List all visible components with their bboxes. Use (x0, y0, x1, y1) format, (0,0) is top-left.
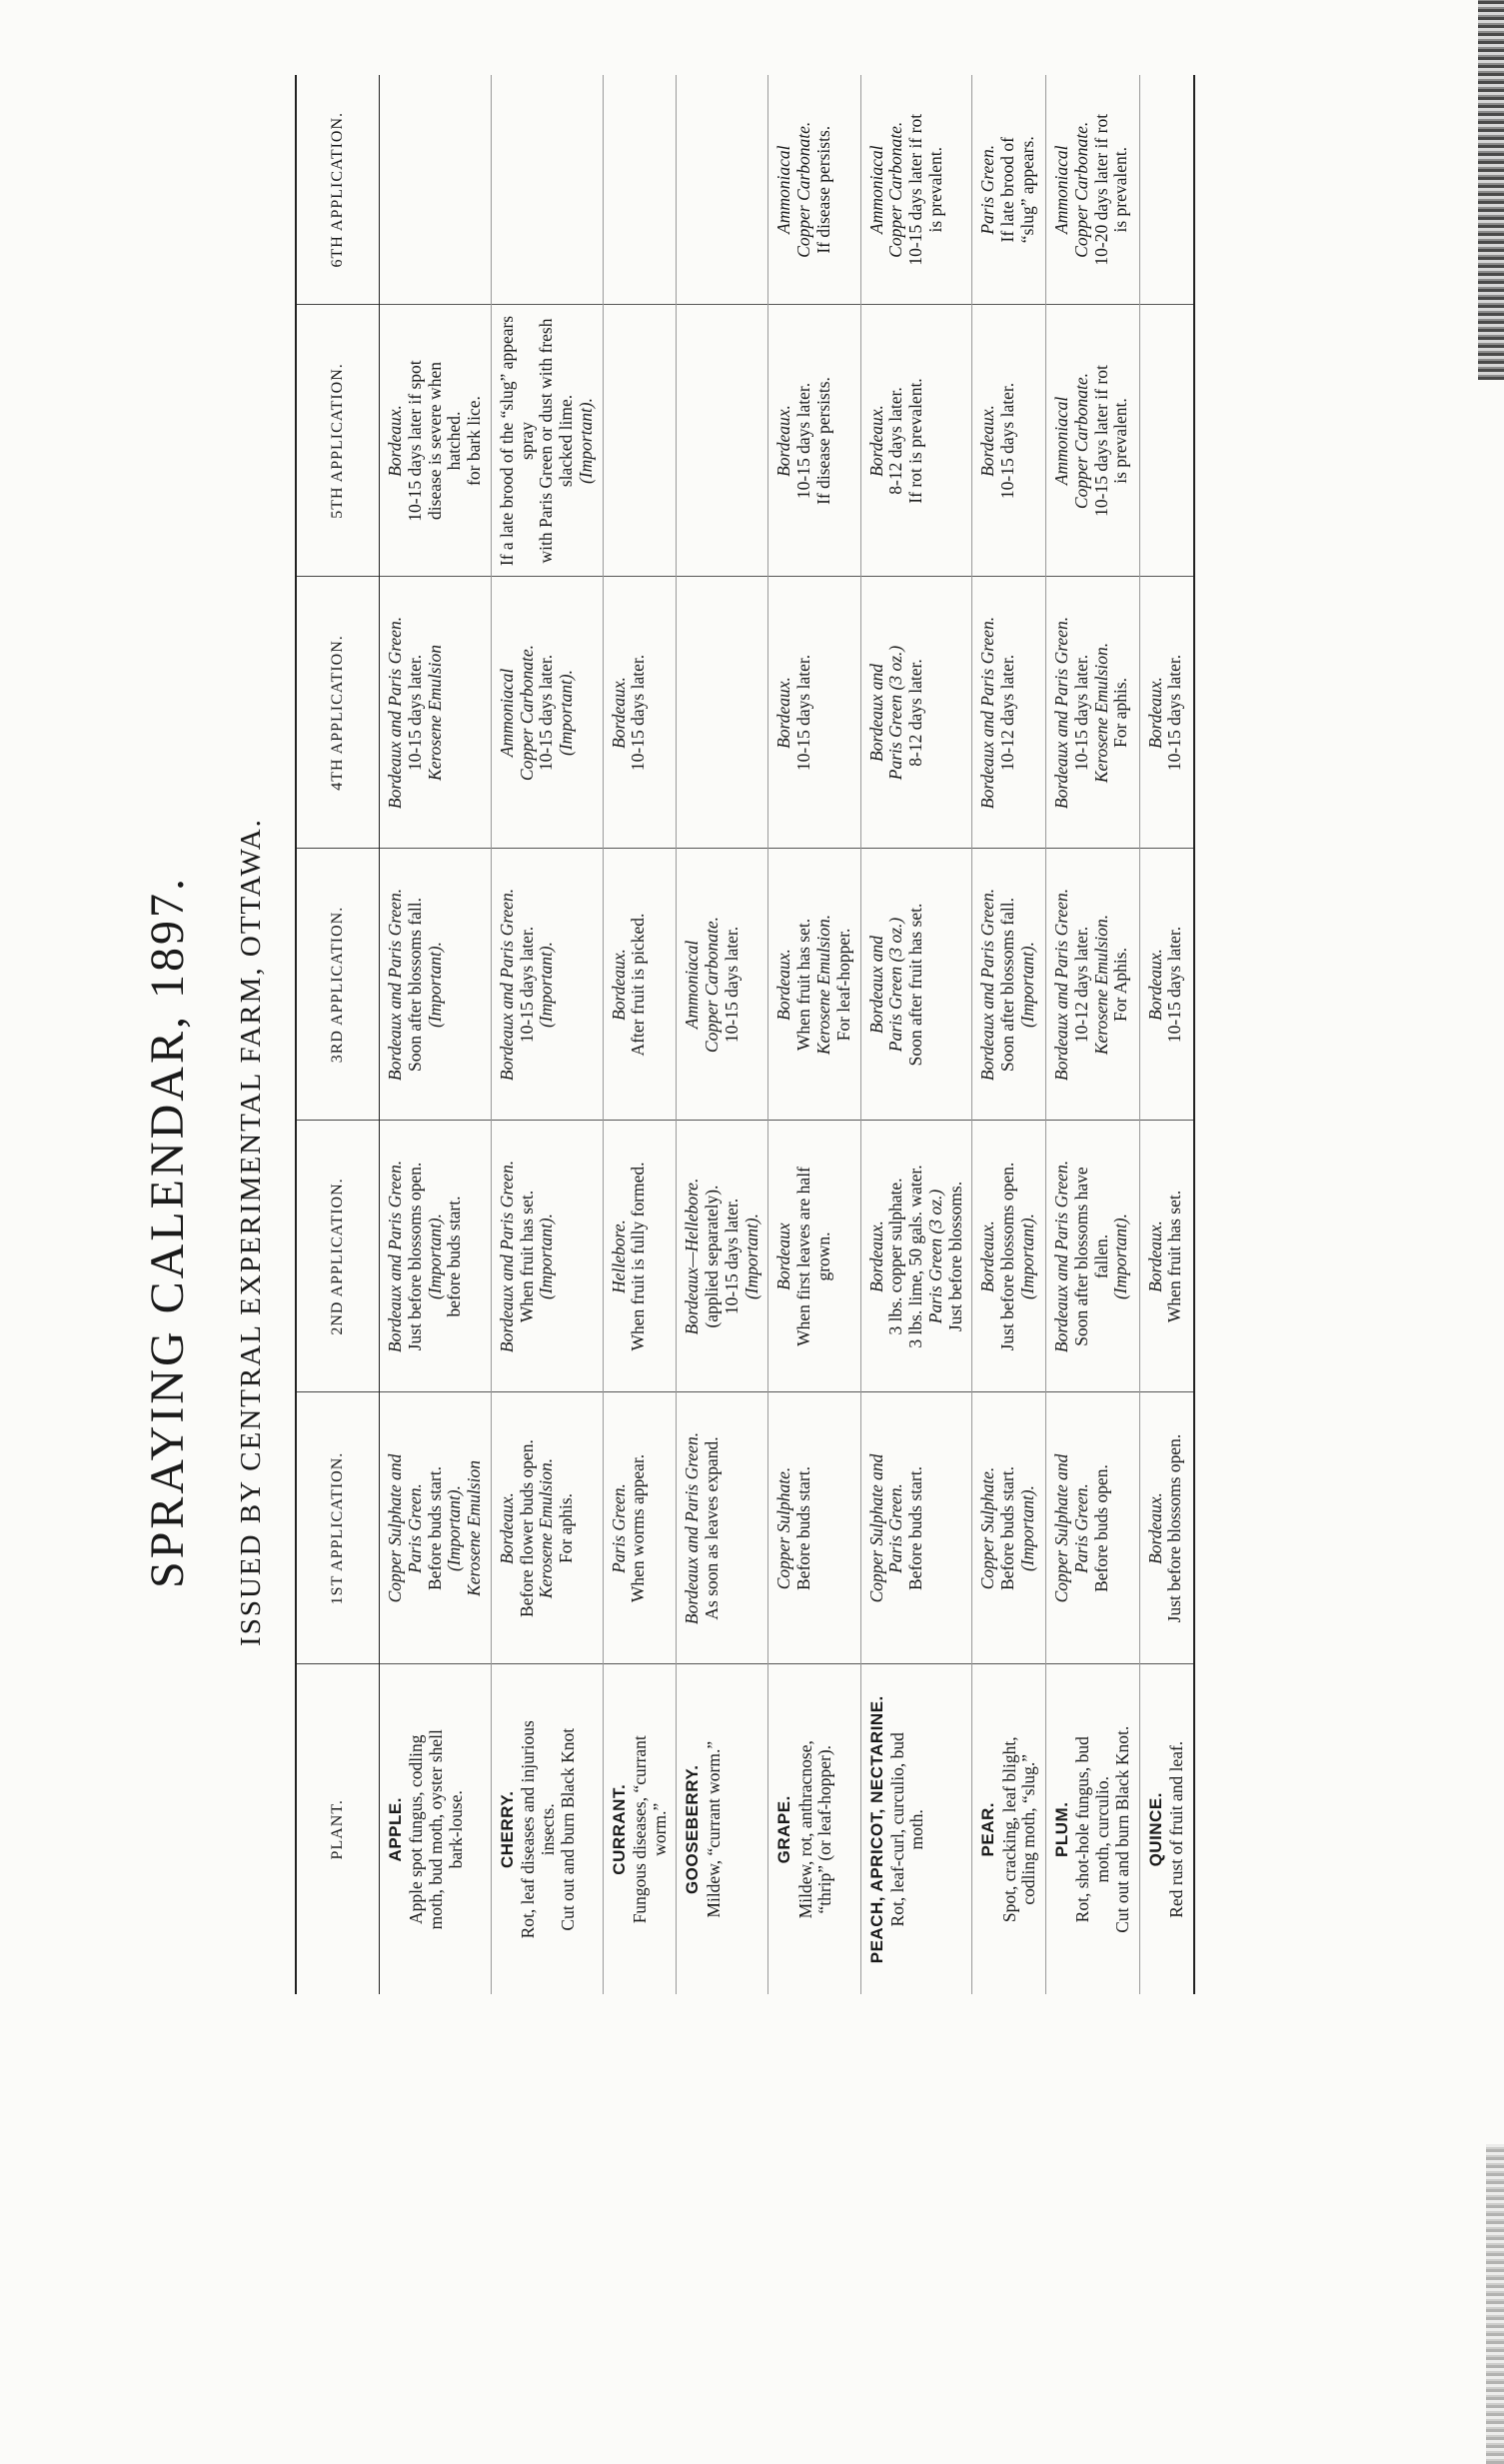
plant-cell (603, 1664, 677, 1994)
plant-name: PEAR. (978, 1802, 998, 1857)
table-row (380, 75, 492, 1994)
application-line: As soon as leaves expand. (702, 1436, 723, 1620)
application-cell (1046, 1121, 1140, 1392)
application-line: Bordeaux and Paris Green. (682, 1431, 703, 1625)
application-line: 10-15 days later. (628, 654, 649, 772)
plant-cell (491, 1664, 603, 1994)
application-line: Paris Green (3 oz.) (885, 645, 906, 781)
application-line: Bordeaux. (1144, 949, 1165, 1021)
column-header-6th-application: 6TH APPLICATION. (296, 75, 380, 305)
plant-name: PEACH, APRICOT, NECTARINE. (866, 1695, 886, 1964)
column-header-4th-application: 4TH APPLICATION. (296, 577, 380, 849)
application-line: Kerosene Emulsion. (1090, 642, 1111, 784)
application-line: Paris Green. (977, 144, 998, 235)
application-cell (380, 577, 492, 849)
application-line: Bordeaux. (608, 949, 629, 1021)
plant-name: PLUM. (1052, 1801, 1072, 1857)
application-cell (603, 849, 677, 1121)
application-line: Copper Sulphate. (977, 1466, 998, 1590)
column-header-1st-application: 1ST APPLICATION. (296, 1392, 380, 1664)
application-line: 8-12 days later. (885, 387, 906, 495)
application-cell (491, 305, 603, 577)
application-line: If a late brood of the “slug” appears spray (496, 315, 537, 567)
application-line: When fruit has set. (516, 1190, 537, 1323)
application-cell (603, 577, 677, 849)
application-line: (Important). (556, 669, 577, 757)
application-line: grown. (812, 1232, 833, 1281)
application-line: Ammoniacal (1051, 396, 1072, 486)
plant-pest-description: Rot, leaf diseases and injurious (518, 1720, 539, 1939)
plant-name: GOOSEBERRY. (683, 1764, 703, 1895)
plant-pest-description: Mildew, rot, anthracnose, (794, 1740, 815, 1919)
application-line: Bordeaux. (773, 677, 794, 749)
plant-pest-description: moth. (906, 1809, 927, 1850)
application-line: Bordeaux and (865, 936, 886, 1035)
application-line: with Paris Green or dust with fresh (536, 318, 557, 564)
application-cell (1046, 75, 1140, 305)
application-line: (Important). (536, 941, 557, 1029)
application-line: Bordeaux (773, 1223, 794, 1290)
application-line: Paris Green. (608, 1483, 629, 1573)
application-line: 3 lbs. copper sulphate. (885, 1178, 906, 1335)
application-line: Bordeaux and Paris Green. (977, 888, 998, 1082)
application-line: Before buds start. (905, 1466, 926, 1590)
application-cell (860, 75, 972, 305)
application-line: Ammoniacal (682, 940, 703, 1030)
application-cell (1139, 849, 1193, 1121)
application-cell (860, 305, 972, 577)
application-line: When fruit has set. (793, 918, 814, 1052)
plant-pest-description: Rot, leaf-curl, curculio, bud (886, 1732, 907, 1927)
plant-cell (380, 1664, 492, 1994)
application-line: (Important). (1016, 1213, 1037, 1300)
application-line: Ammoniacal (496, 668, 517, 758)
application-line: Before buds start. (793, 1466, 814, 1590)
application-line: Paris Green (3 oz.) (924, 1189, 945, 1324)
application-line: Hellebore. (608, 1220, 629, 1293)
application-cell (491, 75, 603, 305)
application-cell (860, 1392, 972, 1664)
application-line: Soon after blossoms have (1070, 1167, 1091, 1346)
application-line: Bordeaux. (977, 405, 998, 477)
plant-pest-description: insects. (537, 1803, 558, 1856)
application-line: Bordeaux and Paris Green. (977, 616, 998, 810)
plant-cell (1046, 1664, 1140, 1994)
application-cell (768, 1121, 860, 1392)
table-row (972, 75, 1046, 1994)
application-line: Bordeaux and Paris Green. (496, 1160, 517, 1353)
plant-pest-description: Cut out and burn Black Knot (557, 1727, 578, 1931)
application-line: Copper Carbonate. (885, 121, 906, 258)
application-line: For aphis. (556, 1493, 577, 1563)
application-cell (677, 305, 768, 577)
application-line: Bordeaux and Paris Green. (496, 888, 517, 1082)
application-line: 10-15 days later. (516, 926, 537, 1044)
application-line: 10-15 days later. (536, 654, 557, 772)
application-line: is prevalent. (924, 146, 945, 233)
table-row (603, 75, 677, 1994)
application-cell (768, 577, 860, 849)
application-line: When fruit has set. (1164, 1190, 1185, 1323)
application-cell (380, 1392, 492, 1664)
application-cell (768, 75, 860, 305)
plant-pest-description: Mildew, “currant worm.” (703, 1740, 724, 1918)
plant-pest-description: Red rust of fruit and leaf. (1165, 1740, 1186, 1918)
application-line: Just before blossoms open. (1164, 1433, 1185, 1623)
application-line: hatched. (444, 411, 465, 471)
application-line: Copper Sulphate and (385, 1453, 405, 1603)
application-line: For aphis. (1110, 678, 1131, 748)
plant-pest-description: Fungous diseases, “currant (629, 1735, 650, 1924)
application-cell (1139, 75, 1193, 305)
application-line: Bordeaux and Paris Green. (1051, 888, 1072, 1082)
application-cell (972, 849, 1046, 1121)
application-cell (768, 1392, 860, 1664)
application-line: For leaf-hopper. (832, 928, 853, 1042)
application-line: (Important). (741, 1213, 761, 1300)
application-line: 10-20 days later if rot (1090, 113, 1111, 266)
application-line: 10-15 days later if rot (1090, 365, 1111, 517)
application-line: Kerosene Emulsion. (812, 914, 833, 1056)
application-line: Before buds start. (424, 1466, 445, 1590)
application-line: fallen. (1090, 1233, 1111, 1279)
application-line: Just before blossoms open. (997, 1162, 1018, 1351)
plant-pest-description: moth, curculio. (1092, 1776, 1113, 1883)
table-row (677, 75, 768, 1994)
application-line: Ammoniacal (773, 145, 794, 234)
application-cell (1139, 577, 1193, 849)
application-line: For Aphis. (1110, 948, 1131, 1022)
plant-name: QUINCE. (1145, 1792, 1165, 1867)
application-line: Just before blossoms open. (404, 1162, 425, 1351)
application-line: Bordeaux. (865, 1221, 886, 1292)
application-cell (677, 849, 768, 1121)
application-line: (Important). (1016, 1484, 1037, 1572)
plant-pest-description: Spot, cracking, leaf blight, (998, 1736, 1019, 1923)
header-row (296, 75, 380, 1994)
application-cell (1046, 577, 1140, 849)
application-line: If rot is prevalent. (905, 378, 926, 504)
column-header-3rd-application: 3RD APPLICATION. (296, 849, 380, 1121)
plant-pest-description: worm.” (649, 1802, 670, 1856)
application-cell (380, 1121, 492, 1392)
application-line: Bordeaux. (977, 1221, 998, 1292)
application-line: Kerosene Emulsion. (1090, 914, 1111, 1056)
application-line: (Important). (1110, 1213, 1131, 1300)
application-line: 10-15 days later. (721, 1198, 742, 1315)
column-header-plant: PLANT. (296, 1664, 380, 1994)
application-cell (1046, 849, 1140, 1121)
application-cell (972, 305, 1046, 577)
application-line: Bordeaux. (773, 405, 794, 477)
table-row (491, 75, 603, 1994)
application-line: 10-15 days later. (1164, 654, 1185, 772)
application-cell (860, 1121, 972, 1392)
application-cell (603, 305, 677, 577)
application-line: If late brood of (997, 137, 1018, 243)
application-line: Copper Carbonate. (1070, 372, 1091, 510)
application-cell (603, 1121, 677, 1392)
plant-pest-description: Apple spot fungus, codling (406, 1734, 427, 1925)
table-row (860, 75, 972, 1994)
document-title: SPRAYING CALENDAR, 1897. (141, 876, 194, 1588)
application-line: Paris Green (3 oz.) (885, 917, 906, 1053)
application-line: When worms appear. (628, 1453, 649, 1603)
application-cell (677, 75, 768, 305)
application-line: 10-15 days later if spot (404, 360, 425, 522)
application-cell (860, 577, 972, 849)
application-line: Bordeaux and (865, 664, 886, 763)
application-cell (1139, 1392, 1193, 1664)
application-line: Copper Sulphate and (865, 1453, 886, 1603)
plant-pest-description: moth, bud moth, oyster shell (425, 1729, 446, 1930)
plant-pest-description: Cut out and burn Black Knot. (1111, 1725, 1132, 1933)
application-line: 3 lbs. lime, 50 gals. water. (905, 1165, 926, 1348)
application-line: Before flower buds open. (516, 1439, 537, 1617)
application-line: disease is severe when (424, 362, 445, 520)
document-subtitle: ISSUED BY CENTRAL EXPERIMENTAL FARM, OTTAWA. (235, 818, 267, 1646)
application-line: Paris Green. (404, 1483, 425, 1573)
application-line: If disease persists. (812, 125, 833, 254)
application-line: (applied separately). (702, 1185, 723, 1328)
application-cell (380, 849, 492, 1121)
application-line: “slug” appears. (1016, 136, 1037, 244)
plant-cell (1139, 1664, 1193, 1994)
application-line: Bordeaux. (773, 949, 794, 1021)
application-line: (Important). (424, 1213, 445, 1300)
application-cell (491, 577, 603, 849)
application-cell (1139, 1121, 1193, 1392)
column-header-5th-application: 5TH APPLICATION. (296, 305, 380, 577)
application-cell (677, 577, 768, 849)
application-line: 10-15 days later. (1070, 654, 1091, 772)
application-line: Kerosene Emulsion. (536, 1457, 557, 1599)
application-line: Bordeaux. (385, 405, 405, 477)
application-line: Bordeaux. (1144, 1492, 1165, 1564)
table-row (1139, 75, 1193, 1994)
application-cell (972, 1121, 1046, 1392)
application-line: before buds start. (444, 1196, 465, 1317)
application-line: Paris Green. (1070, 1483, 1091, 1573)
application-line: 10-15 days later. (404, 654, 425, 772)
application-line: Bordeaux. (865, 405, 886, 477)
plant-cell (768, 1664, 860, 1994)
application-line: Copper Carbonate. (1070, 121, 1091, 258)
application-line: 10-15 days later. (1164, 926, 1185, 1044)
plant-cell (972, 1664, 1046, 1994)
plant-name: CURRANT. (609, 1783, 629, 1875)
application-line: Bordeaux. (1144, 677, 1165, 749)
plant-pest-description: “thrip” (or leaf-hopper). (814, 1744, 835, 1914)
application-line: When fruit is fully formed. (628, 1162, 649, 1351)
application-line: Soon after blossoms fall. (404, 898, 425, 1073)
application-line: Copper Carbonate. (793, 121, 814, 258)
application-line: Bordeaux and Paris Green. (1051, 616, 1072, 810)
application-line: Copper Sulphate. (773, 1466, 794, 1590)
application-line: Bordeaux. (496, 1492, 517, 1564)
application-cell (1046, 305, 1140, 577)
column-header-2nd-application: 2ND APPLICATION. (296, 1121, 380, 1392)
application-cell (1139, 305, 1193, 577)
application-line: is prevalent. (1110, 146, 1131, 233)
application-cell (972, 577, 1046, 849)
application-line: 10-15 days later. (721, 926, 742, 1044)
calendar-body (380, 75, 1194, 1994)
application-line: Paris Green. (885, 1483, 906, 1573)
application-line: Kerosene Emulsion (424, 645, 445, 781)
application-line: Kerosene Emulsion (464, 1460, 485, 1596)
application-line: Copper Sulphate and (1051, 1453, 1072, 1603)
application-line: Copper Carbonate. (702, 916, 723, 1054)
application-cell (860, 849, 972, 1121)
application-line: 10-15 days later if rot (905, 113, 926, 266)
application-line: 10-15 days later. (793, 382, 814, 500)
application-line: Bordeaux and Paris Green. (385, 888, 405, 1082)
application-cell (972, 1392, 1046, 1664)
application-cell (677, 1121, 768, 1392)
application-line: Bordeaux and Paris Green. (385, 1160, 405, 1353)
application-line: Bordeaux and Paris Green. (1051, 1160, 1072, 1353)
application-cell (491, 849, 603, 1121)
application-cell (972, 75, 1046, 305)
application-line: Before buds open. (1090, 1464, 1111, 1592)
application-line: 10-15 days later. (997, 382, 1018, 500)
application-cell (603, 1392, 677, 1664)
application-line: Bordeaux—Hellebore. (682, 1178, 703, 1335)
application-line: (Important). (536, 1213, 557, 1300)
application-line: Ammoniacal (865, 145, 886, 234)
application-cell (491, 1121, 603, 1392)
application-line: If disease persists. (812, 377, 833, 505)
application-cell (603, 75, 677, 305)
application-line: is prevalent. (1110, 398, 1131, 484)
application-line: Soon after blossoms fall. (997, 898, 1018, 1073)
plant-name: APPLE. (386, 1797, 405, 1862)
application-line: (Important). (444, 1484, 465, 1572)
application-line: 10-12 days later. (1070, 926, 1091, 1044)
application-line: When first leaves are half (793, 1167, 814, 1346)
application-cell (380, 75, 492, 305)
application-line: 10-15 days later. (793, 654, 814, 772)
application-cell (491, 1392, 603, 1664)
plant-cell (860, 1664, 972, 1994)
application-cell (380, 305, 492, 577)
application-cell (1046, 1392, 1140, 1664)
plant-name: GRAPE. (774, 1795, 794, 1864)
application-line: Copper Carbonate. (516, 644, 537, 782)
application-line: Bordeaux. (608, 677, 629, 749)
spraying-calendar-table (295, 75, 1195, 1994)
plant-pest-description: Rot, shot-hole fungus, bud (1072, 1736, 1093, 1923)
application-cell (677, 1392, 768, 1664)
plant-name: CHERRY. (497, 1790, 517, 1868)
plant-pest-description: bark-louse. (445, 1790, 466, 1869)
application-line: Ammoniacal (1051, 145, 1072, 234)
application-line: for bark lice. (464, 396, 485, 486)
application-line: Just before blossoms. (944, 1181, 965, 1332)
table-row (768, 75, 860, 1994)
application-line: (Important). (1016, 941, 1037, 1029)
application-line: (Important). (575, 397, 596, 485)
application-line: Soon after fruit has set. (905, 903, 926, 1067)
application-line: Bordeaux and Paris Green. (385, 616, 405, 810)
application-line: Bordeaux. (1144, 1221, 1165, 1292)
application-cell (768, 305, 860, 577)
application-cell (768, 849, 860, 1121)
application-line: After fruit is picked. (628, 913, 649, 1057)
application-line: 10-12 days later. (997, 654, 1018, 772)
table-row (1046, 75, 1140, 1994)
plant-pest-description: codling moth, “slug.” (1018, 1753, 1039, 1905)
application-line: 8-12 days later. (905, 659, 926, 767)
application-line: slacked lime. (556, 394, 577, 488)
plant-cell (677, 1664, 768, 1994)
application-line: Before buds start. (997, 1466, 1018, 1590)
application-line: (Important). (424, 941, 445, 1029)
